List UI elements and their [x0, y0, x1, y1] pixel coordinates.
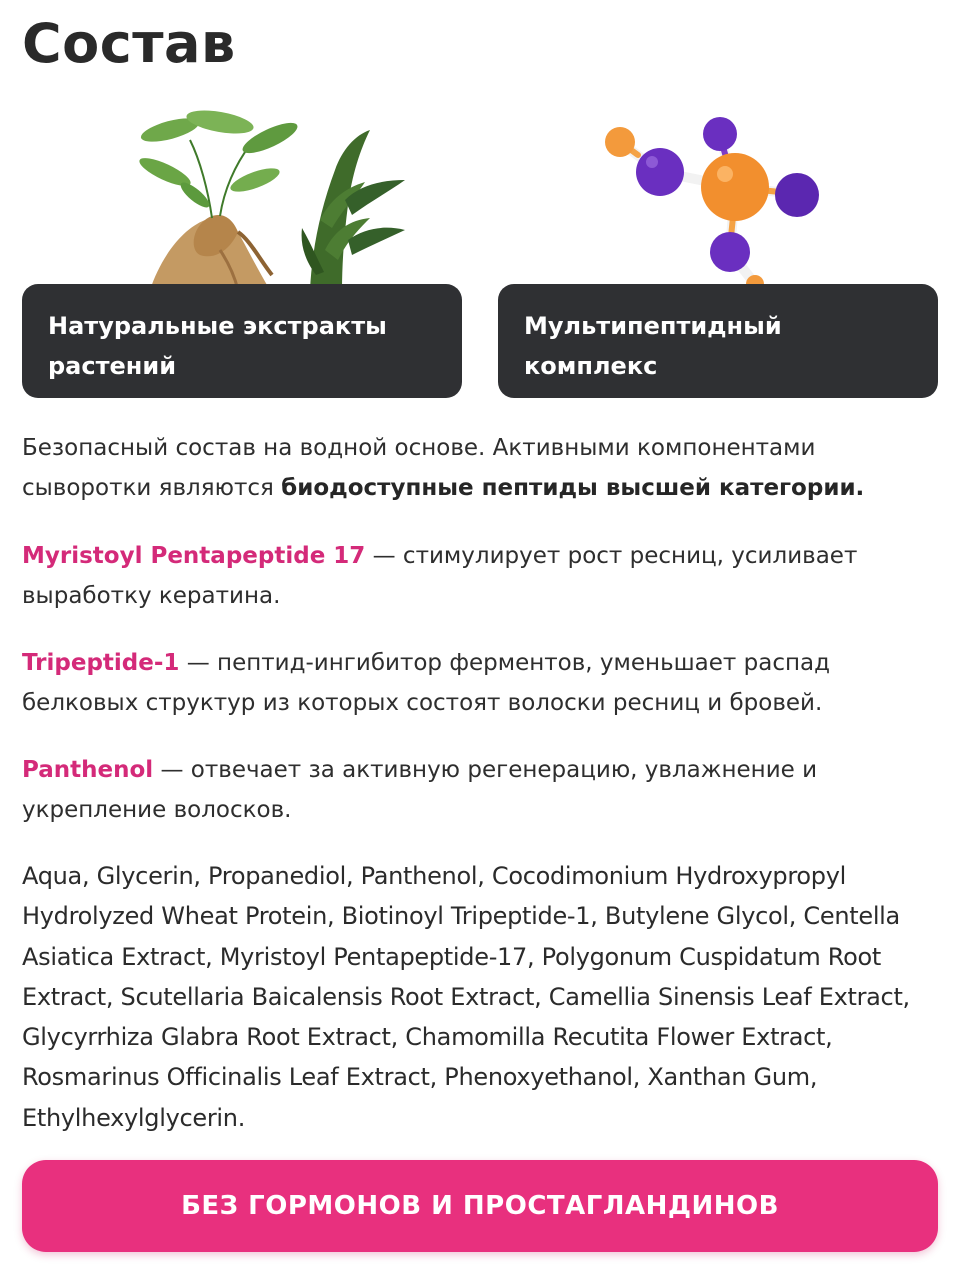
no-hormones-banner	[22, 1160, 938, 1252]
intro-bold-text: биодоступные пептиды высшей категории.	[281, 475, 865, 501]
page-title: Состав	[22, 12, 236, 75]
natural-extracts-card	[22, 284, 462, 398]
multipeptide-complex-card	[498, 284, 938, 398]
ingredient-description: — отвечает за активную регенерацию, увлажнение и укрепление волосков.	[22, 757, 818, 823]
ingredient-name: Myristoyl Pentapeptide 17	[22, 543, 366, 569]
intro-text: Безопасный состав на водной основе. Активными компонентами сыворотки являются	[22, 435, 816, 501]
banner-label: БЕЗ ГОРМОНОВ И ПРОСТАГЛАНДИНОВ	[181, 1191, 779, 1221]
plant-root-illustration	[120, 100, 420, 290]
ingredient-name: Tripeptide-1	[22, 650, 180, 676]
natural-extracts-label: Натуральные экстракты растений	[48, 312, 387, 380]
molecule-illustration	[590, 112, 840, 290]
ingredient-name: Panthenol	[22, 757, 154, 783]
composition-list: Aqua, Glycerin, Propanediol, Panthenol, Cocodimonium Hydroxypropyl Hydrolyzed Wheat Protein, Biotinoyl Tripeptide-1, Butylene Glycol, Centella Asiatica Extract, Myristoyl Pentapeptide-17, Polygonum Cuspidatum Root Extract, Scutellaria Baicalensis Root Extract, Camellia Sinensis Leaf Extract, Glycyrrhiza Glabra Root Extract, Chamomilla Recutita Flower Extract, Rosmarinus Officinalis Leaf Extract, Phenoxyethanol, Xanthan Gum, Ethylhexylglycerin.	[22, 862, 910, 1132]
ingredient-item	[22, 750, 942, 830]
intro-paragraph	[22, 428, 942, 508]
multipeptide-complex-label: Мультипептидный комплекс	[524, 312, 782, 380]
ingredient-description: — стимулирует рост ресниц, усиливает выработку кератина.	[22, 543, 858, 609]
ingredient-description: — пептид-ингибитор ферментов, уменьшает распад белковых структур из которых состоят волоски ресниц и бровей.	[22, 650, 831, 716]
ingredient-item	[22, 536, 942, 616]
ingredient-item	[22, 643, 942, 723]
